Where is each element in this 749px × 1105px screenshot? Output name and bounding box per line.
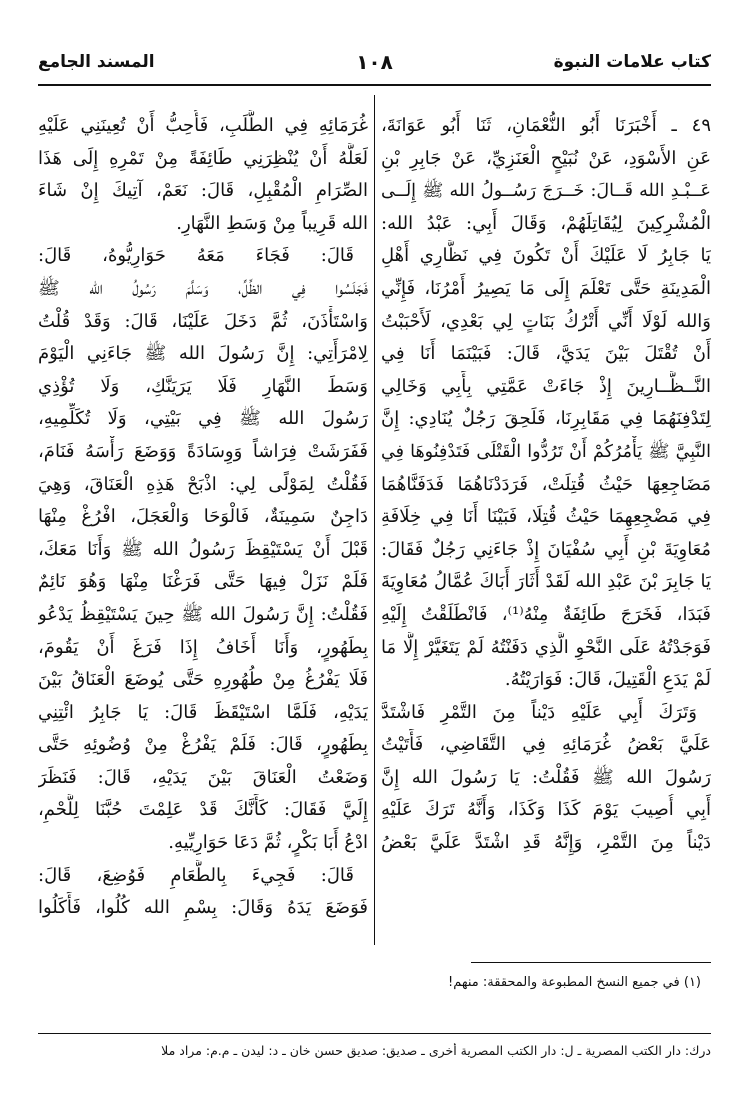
page-number: ١٠٨ (356, 50, 393, 74)
text-line: إِلَيَّ فَقَالَ: كَأَنَّكَ قَدْ عَلِمْتَ حُبَّنَا لِلَّحْمِ، (38, 799, 368, 821)
text-line: لَعَلَّهُ أَنْ يُنْظِرَنِي طَائِفَةً مِنْ تَمْرِهِ إِلَى هَذَا (38, 147, 368, 169)
text-line: رَسُولَ الله ﷺ فِي بَيْتِي، وَلَا تُكَلِّمِيهِ، (38, 408, 368, 430)
imprint-rule (38, 1033, 711, 1034)
text-line: فَقُلْتُ لِمَوْلًى لِي: اذْبَحْ هَذِهِ الْعَنَاقَ، وَهِيَ (38, 473, 368, 495)
text-line: النَّــظَّــارِينَ إِذْ جَاءَتْ عَمَّتِي بِأَبِي وَخَالِي (381, 375, 711, 397)
text-line: عَلَيَّ بَعْضُ غُرَمَائِهِ فِي التَّقَاضِي، فَأَتَيْتُ (381, 734, 711, 756)
left-column (38, 110, 368, 925)
paragraph-start-line: قَالَ: فَجِيءَ بِالطَّعَامِ فَوُضِعَ، قَالَ: (38, 864, 354, 886)
footnote-reference-line: فَبَدَا، فَخَرَجَ طَائِفَةٌ مِنْهُ⁽¹⁾، فَانْطَلَقْتُ إِلَيْهِ (381, 603, 711, 625)
text-line: النَّبِيَّ ﷺ يَأْمُرُكُمْ أَنْ تَرُدُّوا الْقَتْلَى فَتَدْفِنُوهَا فِي (381, 441, 711, 462)
text-line: لِتَدْفِنَهُمَا فِي مَقَابِرِنَا، فَلَحِقَ رَجُلٌ يُنَادِي: إِنَّ (381, 408, 711, 430)
right-column (381, 110, 711, 860)
text-line: رَسُولَ الله ﷺ فَقُلْتُ: يَا رَسُولَ الله إِنَّ (381, 766, 711, 788)
text-line: فِي مَضْجِعِهِمَا حَيْثُ قُتِلَا، فَبَيْنَا أَنَا فِي خِلَافَةِ (381, 506, 711, 528)
footnote: (١) في جميع النسخ المطبوعة والمحققة: منهم! (448, 975, 701, 990)
text-line: عَــبْـدِ الله قَــالَ: خَــرَجَ رَسُــولُ الله ﷺ إِلَــى (381, 181, 711, 202)
text-line: أَبِي أُصِيبَ يَوْمَ كَذَا وَكَذَا، وَأَنَّهُ تَرَكَ عَلَيْهِ (381, 799, 711, 821)
text-line: لِامْرَأَتِي: إِنَّ رَسُولَ الله ﷺ جَاءَنِي الْيَوْمَ (38, 343, 368, 365)
text-line: مَضَاجِعِهَا حَيْثُ قُتِلَتْ، فَرَدَدْنَاهُمَا فَدَفَنَّاهُمَا (381, 473, 711, 495)
text-line: دَاجِنٌ سَمِينَةٌ، فَالْوَحَا وَالْعَجَلَ، افْرُغْ مِنْهَا (38, 506, 368, 528)
collection-title: المسند الجامع (38, 52, 155, 72)
text-line: دَيْناً مِنَ التَّمْرِ، وَإِنَّهُ قَدِ اشْتَدَّ عَلَيَّ بَعْضُ (381, 832, 711, 854)
text-line: بِطَهُورٍ، قَالَ: فَلَمْ يَفْرُغْ مِنْ وُضُوئِهِ حَتَّى (38, 734, 368, 756)
text-line: وَضَعْتُ الْعَنَاقَ بَيْنَ يَدَيْهِ، قَالَ: فَنَظَرَ (38, 766, 368, 788)
text-line: وَالله لَوْلَا أَنِّي أَتْرُكُ بَنَاتٍ لِي بَعْدِي، لَأَحْبَبْتُ (381, 310, 711, 332)
book-title: كتاب علامات النبوة (553, 52, 711, 72)
text-line: مُعَاوِيَةَ بْنِ أَبِي سُفْيَانَ إِذْ جَاءَنِي رَجُلٌ فَقَالَ: (381, 538, 711, 560)
text-line: الصِّرَامِ الْمُقْبِلِ، قَالَ: نَعَمْ، آتِيكَ إِنْ شَاءَ (38, 180, 368, 202)
text-line: أَنْ تُقْتَلَ بَيْنَ يَدَيَّ، قَالَ: فَبَيْنَمَا أَنَا فِي (381, 343, 711, 365)
page-header (38, 52, 711, 86)
text-line: غُرَمَائِهِ فِي الطَّلَبِ، فَأُحِبُّ أَنْ تُعِينَنِي عَلَيْهِ (38, 115, 368, 136)
text-line: وَسَطَ النَّهَارِ فَلَا يَرَيَنَّكِ، وَلَا تُؤْذِي (38, 375, 368, 397)
text-line: فَوَضَعَ يَدَهُ وَقَالَ: بِسْمِ الله كُلُوا، فَأَكَلُوا (38, 897, 368, 919)
text-line: لَمْ يَدَعِ الْقَتِيلَ، قَالَ: فَوَارَيْتُهُ. (504, 669, 711, 691)
manuscript-key: درك: دار الكتب المصرية ـ ل: دار الكتب المصرية أخرى ـ صديق: صديق حسن خان ـ د: ليدن ـ م.م: مراد ملا (161, 1043, 711, 1058)
footnote-rule (471, 962, 711, 963)
text-line: فَلَا يَفْرُغُ مِنْ طُهُورِهِ حَتَّى يُوضَعَ الْعَنَاقُ بَيْنَ (38, 669, 368, 691)
text-line: بِطَهُورٍ، وَأَنَا أَخَافُ إِذَا فَرَغَ أَنْ يَقُومَ، (38, 636, 368, 658)
text-line: يَدَيْهِ، فَلَمَّا اسْتَيْقَظَ قَالَ: يَا جَابِرُ ائْتِنِي (38, 701, 368, 723)
text-line: يَا جَابِرَ بْنَ عَبْدِ الله لَقَدْ أَثَارَ أَبَاكَ عُمَّالُ مُعَاوِيَةَ (381, 571, 711, 593)
header-rule (38, 84, 711, 86)
text-line: يَا جَابِرُ لَا عَلَيْكَ أَنْ تَكُونَ فِي نَظَّارِي أَهْلِ (381, 245, 711, 267)
paragraph-start-line: قَالَ: فَجَاءَ مَعَهُ حَوَارِيُّوهُ، قَالَ: (38, 245, 354, 267)
text-line: فَفَرَشَتْ فِرَاشاً وَوِسَادَةً وَوَضَعَ رَأْسَهُ فَنَامَ، (38, 440, 368, 462)
text-line: وَاسْتَأْذَنَ، ثُمَّ دَخَلَ عَلَيْنَا، قَالَ: وَقَدْ قُلْتُ (38, 310, 368, 332)
text-line: فَوَجَدْتُهُ عَلَى النَّحْوِ الَّذِي دَفَنْتُهُ لَمْ يَتَغَيَّرْ إِلَّا مَا (381, 636, 711, 658)
text-line: فَجَلَسُوا فِي الظِّلِّ، وَسَلَّمَ رَسُولُ الله ﷺ (38, 277, 368, 299)
text-line: فَقُلْتُ: إِنَّ رَسُولَ الله ﷺ حِينَ يَسْتَيْقِظُ يَدْعُو (38, 603, 368, 625)
text-line: قَبْلَ أَنْ يَسْتَيْقِظَ رَسُولُ الله ﷺ وَأَنَا مَعَكَ، (38, 538, 368, 560)
text-line: الْمُشْرِكِينَ لِيُقَاتِلَهُمْ، وَقَالَ أَبِي: عَبْدُ الله: (381, 212, 711, 234)
text-line: ٤٩ ـ أَخْبَرَنَا أَبُو النُّعْمَانِ، ثَنَا أَبُو عَوَانَةَ، (381, 115, 711, 136)
text-line: عَنِ الأَسْوَدِ، عَنْ نُبَيْحٍ الْعَنَزِيِّ، عَنْ جَابِرِ بْنِ (381, 147, 711, 169)
text-line: الْمَدِينَةِ حَتَّى تَعْلَمَ إِلَى مَا يَصِيرُ أَمْرُنَا، فَإِنِّي (381, 277, 711, 299)
text-line: ادْعُ أَبَا بَكْرٍ، ثُمَّ دَعَا حَوَارِيِّيهِ. (168, 832, 368, 854)
text-line: الله قَرِيباً مِنْ وَسَطِ النَّهَارِ. (176, 212, 368, 234)
text-line: فَلَمْ نَزَلْ فِيهَا حَتَّى فَرَغْنَا مِنْهَا وَهُوَ نَائِمٌ (38, 571, 368, 593)
column-divider (374, 95, 375, 945)
paragraph-start-line: وَتَرَكَ أَبِي عَلَيْهِ دَيْناً مِنَ التَّمْرِ فَاشْتَدَّ (381, 701, 697, 723)
